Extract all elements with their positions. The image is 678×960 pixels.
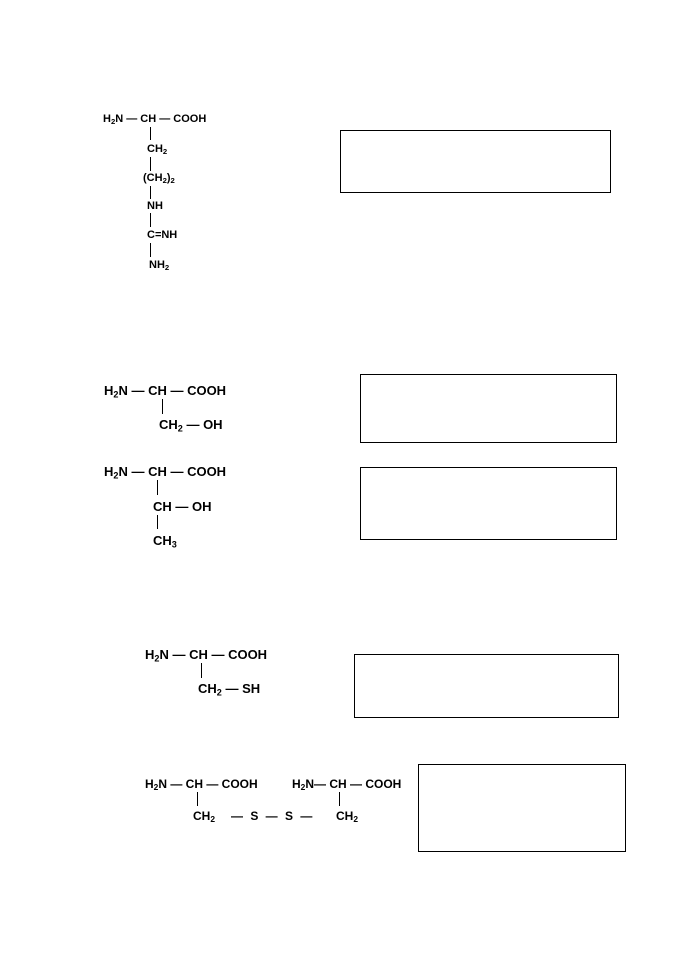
threonine-answer-box[interactable] (360, 467, 617, 540)
threonine-ch3: $CH_3$ (153, 533, 177, 550)
arginine-ch2: $CH_2$ (147, 143, 168, 156)
arginine-ch2-2: $(CH_2)_2$ (143, 172, 175, 185)
bond-line (197, 792, 198, 806)
cystine-backbone-left: $H_2N$ — CH — COOH (145, 777, 258, 793)
cysteine-backbone: $H_2N$ — CH — COOH (145, 647, 268, 664)
bond-line (157, 515, 158, 529)
threonine-side-chain: CH — OH (153, 499, 212, 514)
bond-line (162, 399, 163, 414)
serine-answer-box[interactable] (360, 374, 617, 443)
bond-line (339, 792, 340, 806)
bond-line (157, 480, 158, 495)
cysteine-side-chain: $CH_2$ — SH (198, 681, 261, 698)
serine-side-chain: $CH_2$ — OH (159, 417, 223, 434)
bond-line (150, 213, 151, 227)
arginine-nh: NH (147, 200, 163, 212)
bond-line (150, 157, 151, 171)
cysteine-answer-box[interactable] (354, 654, 619, 718)
bond-line (150, 127, 151, 140)
cystine-answer-box[interactable] (418, 764, 626, 852)
cystine-left-ch2: $CH_2$ (193, 809, 216, 825)
disulfide-bridge: — S — S — (231, 809, 313, 823)
cystine-right-ch2: $CH_2$ (336, 809, 359, 825)
bond-line (150, 243, 151, 257)
threonine-backbone: $H_2N$ — CH — COOH (104, 464, 227, 481)
arginine-nh2: $NH_2$ (149, 259, 170, 272)
cystine-backbone-right: $H_2N—$ CH — COOH (292, 777, 402, 793)
serine-backbone: $H_2N$ — CH — COOH (104, 383, 227, 400)
arginine-answer-box[interactable] (340, 130, 611, 193)
arginine-cnh: C=NH (147, 229, 178, 241)
bond-line (150, 186, 151, 199)
bond-line (201, 663, 202, 678)
arginine-backbone: $H_2N$ — CH — COOH (103, 113, 207, 126)
